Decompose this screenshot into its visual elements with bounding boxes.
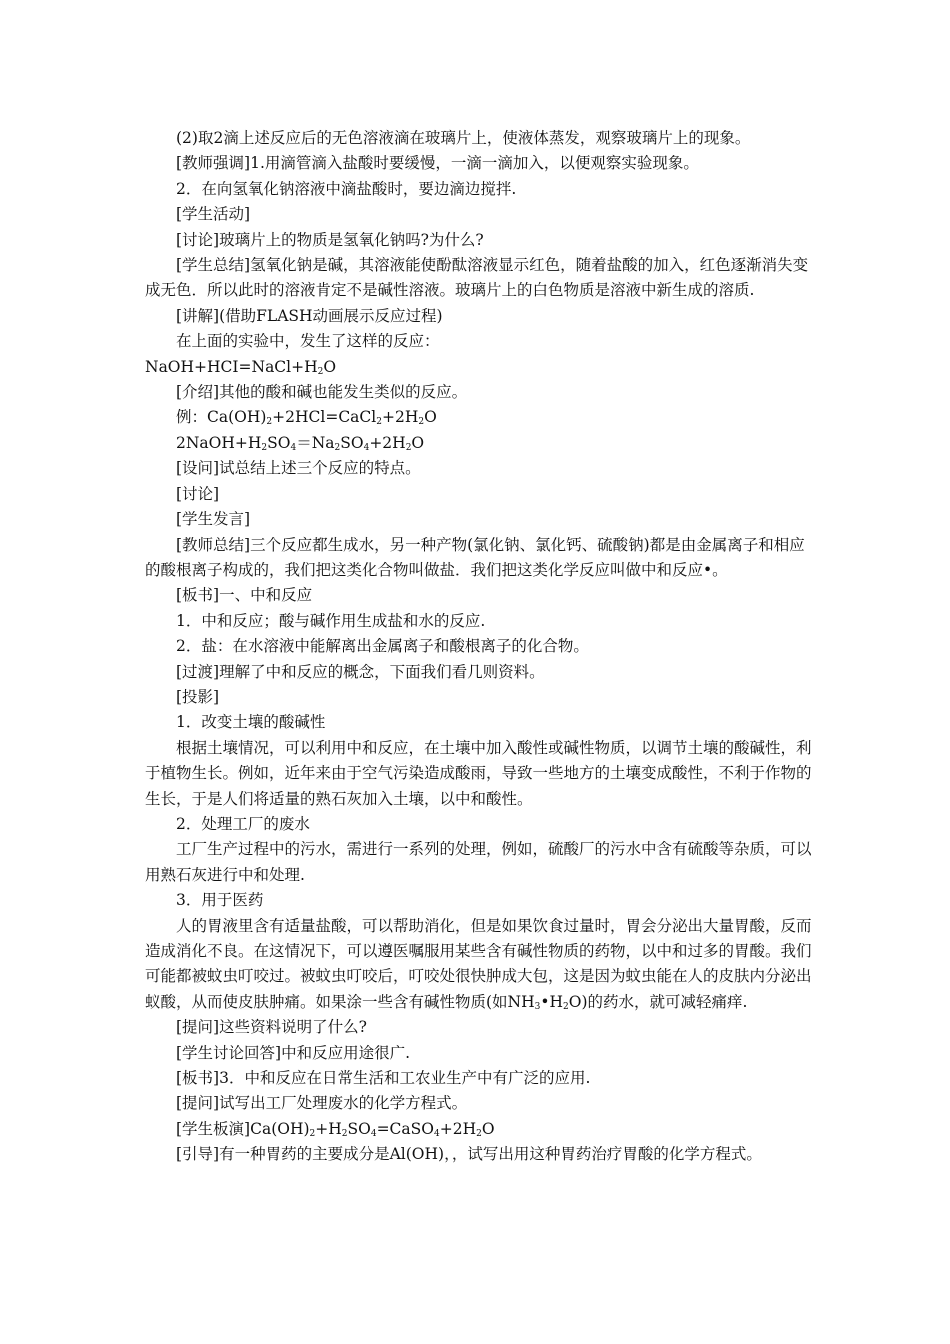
paragraph: [学生讨论回答]中和反应用途很广. bbox=[176, 1043, 411, 1062]
paragraph: [学生总结]氢氧化钠是碱，其溶液能使酚酞溶液显示红色，随着盐酸的加入，红色逐渐消失变成无色．所以此时的溶液肯定不是碱性溶液。玻璃片上的白色物质是溶液中新生成的溶质. bbox=[145, 256, 809, 300]
paragraph: 3．用于医药 bbox=[176, 891, 264, 910]
paragraph: 在上面的实验中，发生了这样的反应： bbox=[176, 332, 440, 351]
paragraph: 2．在向氢氧化钠溶液中滴盐酸时，要边滴边搅拌. bbox=[176, 179, 517, 198]
document-body bbox=[145, 126, 820, 1168]
paragraph: [提问]试写出工厂处理废水的化学方程式。 bbox=[176, 1094, 468, 1113]
paragraph: 工厂生产过程中的污水，需进行一系列的处理，例如，硫酸厂的污水中含有硫酸等杂质，可以用熟石灰进行中和处理. bbox=[145, 840, 812, 884]
paragraph: [讨论]玻璃片上的物质是氢氧化钠吗?为什么? bbox=[176, 230, 484, 249]
paragraph: [板书]3．中和反应在日常生活和工农业生产中有广泛的应用. bbox=[176, 1069, 591, 1088]
paragraph: [讲解](借助FLASH动画展示反应过程) bbox=[176, 306, 443, 325]
paragraph: [投影] bbox=[176, 687, 220, 706]
paragraph: [讨论] bbox=[176, 484, 220, 503]
paragraph: $2NaOH+H_2SO_4=Na_2SO_4+2H_2O$ bbox=[176, 433, 425, 453]
paragraph: [学生活动] bbox=[176, 205, 251, 224]
paragraph: [学生板演]$Ca(OH)_2+H_2SO_4=CaSO_4+2H_2O$ bbox=[176, 1119, 495, 1139]
paragraph: [教师总结]三个反应都生成水，另一种产物(氯化钠、氯化钙、硫酸钠)都是由金属离子和相应的酸根离子构成的，我们把这类化合物叫做盐．我们把这类化学反应叫做中和反应•。 bbox=[145, 535, 805, 579]
paragraph: [引导]有一种胃药的主要成分是Al(OH)，，试写出用这种胃药治疗胃酸的化学方程式。 bbox=[176, 1145, 762, 1164]
paragraph: [板书]一、中和反应 bbox=[176, 586, 313, 605]
paragraph: 1．中和反应；酸与碱作用生成盐和水的反应. bbox=[176, 611, 486, 630]
paragraph: 1．改变土壤的酸碱性 bbox=[176, 713, 326, 732]
paragraph: 2．处理工厂的废水 bbox=[176, 814, 310, 833]
paragraph: 2．盐：在水溶液中能解离出金属离子和酸根离子的化合物。 bbox=[176, 637, 589, 656]
paragraph: [学生发言] bbox=[176, 510, 251, 529]
paragraph: [教师强调]1.用滴管滴入盐酸时要缓慢，一滴一滴加入，以便观察实验现象。 bbox=[176, 154, 699, 173]
paragraph: $NaOH+HCI=NaCl+H_2O$ bbox=[145, 357, 337, 377]
paragraph: 人的胃液里含有适量盐酸，可以帮助消化，但是如果饮食过量时，胃会分泌出大量胃酸，反而造成消化不良。在这情况下，可以遵医嘱服用某些含有碱性物质的药物，以中和过多的胃酸。我们可能都被蚊虫叮咬过。被蚊虫叮咬后，叮咬处很快肿成大包，这是因为蚊虫能在人的皮肤内分泌出蚁酸，从而使皮肤肿痛。如果涂一些含有碱性物质(如$NH_3•H_2O$)的药水，就可减轻痛痒. bbox=[145, 916, 812, 1012]
paragraph: [过渡]理解了中和反应的概念，下面我们看几则资料。 bbox=[176, 662, 545, 681]
paragraph: (2)取2滴上述反应后的无色溶液滴在玻璃片上，使液体蒸发，观察玻璃片上的现象。 bbox=[176, 129, 751, 147]
paragraph: [介绍]其他的酸和碱也能发生类似的反应。 bbox=[176, 383, 468, 402]
paragraph: [提问]这些资料说明了什么? bbox=[176, 1018, 367, 1037]
paragraph: 例：$Ca(OH)_2+2HCl=CaCl_2+2H_2O$ bbox=[176, 408, 437, 428]
paragraph: 根据土壤情况，可以利用中和反应，在土壤中加入酸性或碱性物质，以调节土壤的酸碱性，利于植物生长。例如，近年来由于空气污染造成酸雨，导致一些地方的土壤变成酸性，不利于作物的生长，于是人们将适量的熟石灰加入土壤，以中和酸性。 bbox=[145, 738, 812, 808]
paragraph: [设问]试总结上述三个反应的特点。 bbox=[176, 459, 421, 478]
